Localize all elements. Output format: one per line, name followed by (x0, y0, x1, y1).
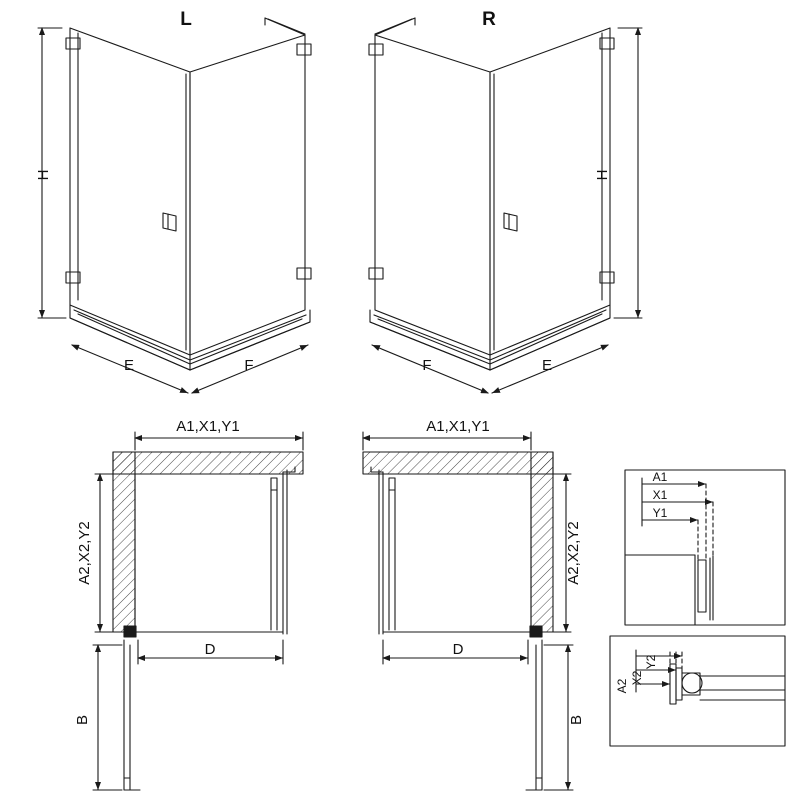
iso-left-height-label: H (35, 169, 52, 181)
iso-right-title: R (482, 9, 496, 30)
iso-left-label-f: F (244, 357, 254, 374)
iso-left-title: L (180, 9, 192, 30)
iso-right-label-e: E (541, 357, 553, 374)
plan-right-inner-dim-label: D (452, 641, 464, 658)
detail-top-label-y1: Y1 (652, 506, 668, 520)
detail-bottom-label-x2: X2 (630, 670, 644, 686)
iso-view-right (369, 18, 642, 393)
detail-top-label-x1: X1 (652, 488, 668, 502)
plan-view-left (93, 432, 303, 790)
detail-bottom-label-a2: A2 (615, 678, 629, 694)
iso-right-height-label: H (594, 169, 611, 181)
detail-top-label-a1: A1 (652, 470, 668, 484)
iso-view-left (38, 18, 311, 393)
detail-bottom-label-y2: Y2 (644, 654, 658, 670)
plan-view-right (363, 432, 573, 790)
iso-right-label-f: F (422, 357, 432, 374)
plan-right-top-dim-label: A1,X1,Y1 (426, 418, 490, 435)
plan-left-side-dim-label: A2,X2,Y2 (76, 521, 93, 585)
plan-right-door-dim-label: B (568, 714, 585, 726)
plan-left-inner-dim-label: D (204, 641, 216, 658)
plan-left-door-dim-label: B (74, 714, 91, 726)
plan-left-top-dim-label: A1,X1,Y1 (176, 418, 240, 435)
iso-left-label-e: E (123, 357, 135, 374)
detail-view-bottom (610, 636, 785, 746)
plan-right-side-dim-label: A2,X2,Y2 (565, 521, 582, 585)
detail-view-top (625, 470, 785, 625)
